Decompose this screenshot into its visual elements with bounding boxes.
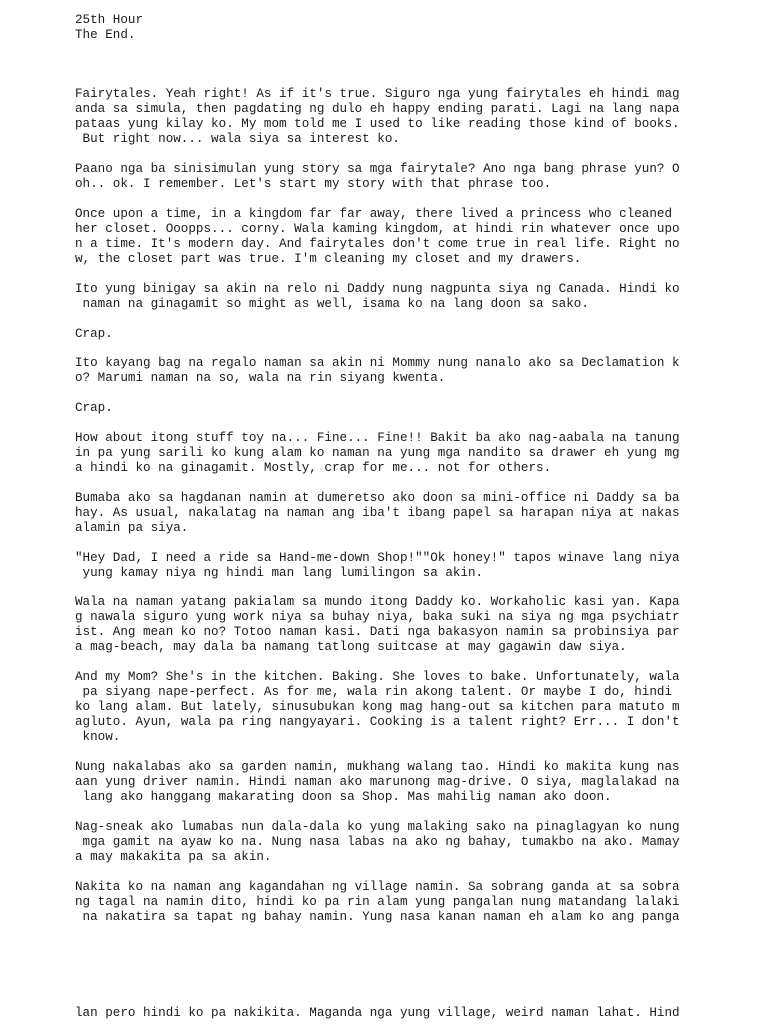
text-line: Ito kayang bag na regalo naman sa akin ni Mommy nung nanalo ako sa Declamation k	[75, 356, 680, 371]
page-continuation	[75, 1006, 755, 1021]
text-line: ko lang alam. But lately, sinusubukan kong mag hang-out sa kitchen para matuto m	[75, 700, 680, 715]
text-line: anda sa simula, then pagdating ng dulo eh happy ending parati. Lagi na lang napa	[75, 102, 680, 117]
text-line: Nung nakalabas ako sa garden namin, mukhang walang tao. Hindi ko makita kung nas	[75, 759, 680, 774]
paragraph	[75, 162, 755, 192]
text-line: Paano nga ba sinisimulan yung story sa mga fairytale? Ano nga bang phrase yun? O	[75, 162, 680, 177]
header-line: 25th Hour	[75, 13, 144, 27]
text-line: How about itong stuff toy na... Fine... Fine!! Bakit ba ako nag-aabala na tanung	[75, 430, 680, 445]
text-line: Nakita ko na naman ang kagandahan ng village namin. Sa sobrang ganda at sa sobra	[75, 879, 680, 894]
paragraph	[75, 87, 755, 147]
paragraph	[75, 670, 755, 745]
text-line: agluto. Ayun, wala pa ring nangyayari. Cooking is a talent right? Err... I don't	[75, 715, 680, 730]
paragraph	[75, 356, 755, 386]
text-line: Nag-sneak ako lumabas nun dala-dala ko yung malaking sako na pinaglagyan ko nung	[75, 819, 680, 834]
text-line: Crap.	[75, 401, 113, 416]
text-line: alamin pa siya.	[75, 520, 189, 535]
header-line: The End.	[75, 28, 136, 42]
text-line: a mag-beach, may dala ba namang tatlong suitcase at may gagawin daw siya.	[75, 640, 627, 655]
text-line: a hindi ko na ginagamit. Mostly, crap for me... not for others.	[75, 460, 552, 475]
text-line: naman na ginagamit so might as well, isama ko na lang doon sa sako.	[75, 296, 589, 311]
paragraph	[75, 820, 755, 865]
text-line: o? Marumi naman na so, wala na rin siyang kwenta.	[75, 371, 446, 386]
paragraph	[75, 760, 755, 805]
text-line: Wala na naman yatang pakialam sa mundo itong Daddy ko. Workaholic kasi yan. Kapa	[75, 595, 680, 610]
text-line: oh.. ok. I remember. Let's start my story with that phrase too.	[75, 177, 552, 192]
text-line: in pa yung sarili ko kung alam ko naman na yung mga nandito sa drawer eh yung mg	[75, 445, 680, 460]
text-line: "Hey Dad, I need a ride sa Hand-me-down Shop!""Ok honey!" tapos winave lang niya	[75, 550, 680, 565]
text-line: hay. As usual, nakalatag na naman ang iba't ibang papel sa harapan niya at nakas	[75, 505, 680, 520]
paragraph	[75, 595, 755, 655]
text-line: w, the closet part was true. I'm cleaning my closet and my drawers.	[75, 251, 582, 266]
text-line: n a time. It's modern day. And fairytales don't come true in real life. Right no	[75, 236, 680, 251]
paragraph	[75, 491, 755, 536]
text-line: ist. Ang mean ko no? Totoo naman kasi. Dati nga bakasyon namin sa probinsiya par	[75, 625, 680, 640]
text-line: know.	[75, 730, 121, 745]
text-line: lan pero hindi ko pa nakikita. Maganda nga yung village, weird naman lahat. Hind	[75, 1006, 680, 1020]
text-line: mga gamit na ayaw ko na. Nung nasa labas na ako ng bahay, tumakbo na ako. Mamay	[75, 834, 680, 849]
text-line: na nakatira sa tapat ng bahay namin. Yung nasa kanan naman eh alam ko ang panga	[75, 909, 680, 924]
text-line: pataas yung kilay ko. My mom told me I used to like reading those kind of books.	[75, 117, 680, 132]
paragraph	[75, 880, 755, 925]
text-line: lang ako hanggang makarating doon sa Shop. Mas mahilig naman ako doon.	[75, 789, 612, 804]
paragraph	[75, 327, 755, 342]
text-line: And my Mom? She's in the kitchen. Baking. She loves to bake. Unfortunately, wala	[75, 670, 680, 685]
text-line: yung kamay niya ng hindi man lang lumilingon sa akin.	[75, 565, 484, 580]
text-line: Fairytales. Yeah right! As if it's true. Siguro nga yung fairytales eh hindi mag	[75, 87, 680, 102]
text-line: a may makakita pa sa akin.	[75, 849, 272, 864]
text-line: g nawala siguro yung work niya sa buhay niya, baka suki na siya ng mga psychiatr	[75, 610, 680, 625]
text-line: But right now... wala siya sa interest ko.	[75, 132, 400, 147]
text-line: Bumaba ako sa hagdanan namin at dumeretso ako doon sa mini-office ni Daddy sa ba	[75, 490, 680, 505]
paragraph	[75, 431, 755, 476]
document-header	[75, 13, 755, 43]
text-line: Ito yung binigay sa akin na relo ni Daddy nung nagpunta siya ng Canada. Hindi ko	[75, 281, 680, 296]
text-line: Crap.	[75, 326, 113, 341]
text-line: Once upon a time, in a kingdom far far away, there lived a princess who cleaned	[75, 206, 673, 221]
document-page	[75, 13, 755, 925]
paragraph	[75, 551, 755, 581]
text-line: aan yung driver namin. Hindi naman ako marunong mag-drive. O siya, maglalakad na	[75, 774, 680, 789]
paragraph	[75, 282, 755, 312]
paragraph	[75, 207, 755, 267]
text-line: her closet. Ooopps... corny. Wala kaming kingdom, at hindi rin whatever once upo	[75, 221, 680, 236]
paragraph	[75, 401, 755, 416]
text-line: ng tagal na namin dito, hindi ko pa rin alam yung pangalan nung matandang lalaki	[75, 894, 680, 909]
text-line: pa siyang nape-perfect. As for me, wala rin akong talent. Or maybe I do, hindi	[75, 685, 673, 700]
